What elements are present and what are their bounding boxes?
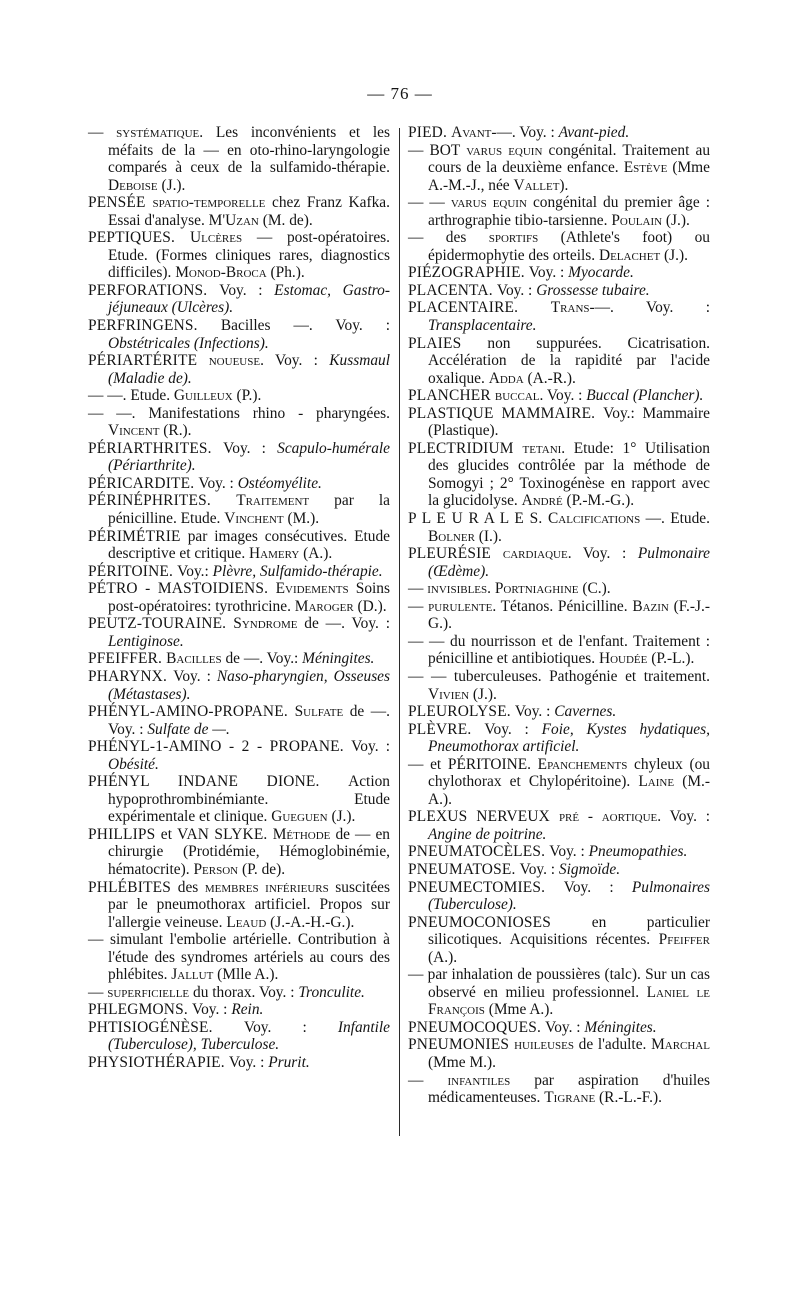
entry-smallcaps: spatio-temporelle — [152, 194, 266, 212]
index-entry — [408, 914, 710, 967]
entry-keyword: PHARYNX. — [88, 667, 174, 685]
entry-text: (R.). — [159, 422, 192, 440]
index-entry — [88, 282, 390, 317]
entry-reference: Sulfate de —. — [147, 720, 230, 738]
entry-text: (I.). — [474, 527, 502, 545]
entry-smallcaps: buccal — [494, 387, 540, 405]
entry-reference: Obésité. — [108, 755, 159, 773]
entry-text: (Athlete's foot) ou épidermophytie des orteils. — [428, 229, 710, 264]
entry-keyword: PNEUMOCOQUES. — [408, 1018, 546, 1036]
index-entry — [408, 229, 710, 264]
entry-keyword: PHÉNYL-AMINO-PROPANE. — [88, 703, 295, 721]
index-entry — [408, 721, 710, 756]
entry-smallcaps: Vinchent — [224, 510, 284, 528]
entry-text: — — [88, 124, 117, 141]
left-column — [88, 124, 390, 1072]
entry-keyword: PÉRINÉPHRITES. — [88, 492, 237, 510]
entry-reference: Rein. — [231, 1001, 264, 1019]
entry-smallcaps: Vivien — [428, 685, 470, 703]
entry-text: . Voy. : — [657, 808, 710, 826]
entry-smallcaps: Trans — [550, 299, 590, 317]
entry-keyword: PLÈVRE. — [408, 720, 485, 738]
index-entry — [408, 440, 710, 510]
entry-text: (J.). — [469, 685, 497, 703]
index-entry — [88, 668, 390, 703]
entry-smallcaps: tetani — [522, 439, 562, 457]
index-entry — [88, 1019, 390, 1054]
entry-keyword: PNEUMATOCÈLES. — [408, 843, 550, 861]
entry-smallcaps: Estève — [623, 159, 668, 177]
index-entry — [408, 1036, 710, 1071]
entry-keyword: PLECTRIDIUM — [408, 439, 523, 457]
entry-keyword: PEUTZ-TOURAINE. — [88, 615, 234, 633]
entry-text: (J.). — [660, 246, 688, 264]
entry-text: (A.-R.). — [523, 369, 576, 387]
index-entry — [88, 563, 390, 581]
entry-smallcaps: Evidements — [275, 580, 349, 598]
index-entry — [88, 984, 390, 1002]
entry-smallcaps: systématique — [116, 124, 200, 141]
index-entry — [88, 879, 390, 932]
index-entry — [408, 405, 710, 440]
entry-reference: Plèvre, Sulfamido-thérapie. — [212, 562, 383, 580]
entry-text: de —. Voy. : — [297, 615, 390, 633]
index-entry — [408, 194, 710, 229]
entry-keyword: PHÉNYL INDANE DIONE. — [88, 773, 349, 791]
entry-text: Voy.: Mammaire (Plastique). — [428, 404, 710, 440]
entry-smallcaps: varus equin — [450, 194, 527, 212]
entry-text: Bacilles —. Voy. : — [220, 317, 390, 335]
entry-text: — — tuberculeuses. Pathogénie et traitement. — [408, 667, 710, 685]
entry-smallcaps: Avant — [451, 124, 492, 141]
entry-smallcaps: Gueguen — [271, 808, 328, 826]
index-entry — [88, 826, 390, 879]
entry-text: suscitées par le pneumothorax artificiel. Propos sur l'allergie veineuse. — [108, 878, 391, 931]
entry-keyword: PÉRIMÉTRIE — [88, 527, 188, 545]
entry-reference: Prurit. — [268, 1053, 310, 1071]
entry-keyword: PLANCHER — [408, 387, 495, 405]
entry-text: (P.-M.-G.). — [562, 492, 635, 510]
entry-text: chyleux (ou chylothorax et Chylopéritoine). — [428, 755, 710, 791]
entry-smallcaps: André — [521, 492, 563, 510]
entry-keyword: PNEUMATOSE. — [408, 860, 520, 878]
entry-smallcaps: Monod-Broca — [175, 264, 267, 282]
entry-text: Voy. : — [519, 860, 559, 878]
entry-keyword: PFEIFFER. — [88, 650, 167, 668]
page-number: — 76 — — [367, 84, 433, 103]
entry-smallcaps: Epanchements — [537, 755, 628, 773]
index-entry — [88, 475, 390, 493]
entry-text: Voy. : — [173, 667, 217, 685]
entry-text: — BOT — [408, 141, 467, 159]
entry-smallcaps: Calcifications — [548, 510, 641, 528]
entry-smallcaps: cardiaque — [502, 545, 568, 563]
index-entry — [88, 528, 390, 563]
entry-keyword: PENSÉE — [88, 194, 153, 212]
entry-text: . Voy. : — [539, 387, 587, 405]
entry-text: (Mme A.-M.-J., née — [428, 159, 710, 194]
entry-keyword: PHLÉBITES — [88, 878, 178, 896]
entry-keyword: PHTISIOGÉNÈSE. — [88, 1018, 244, 1036]
entry-reference: Méningites. — [584, 1018, 657, 1036]
index-entry — [408, 756, 710, 809]
entry-text: par images consécutives. Etude descriptive et critique. — [108, 527, 390, 563]
entry-reference: Pneumopathies. — [588, 843, 688, 861]
index-entry — [88, 352, 390, 387]
entry-text: (J.-A.-H.-G.). — [266, 913, 355, 931]
entry-text: -—. Voy. : — [589, 299, 710, 317]
entry-smallcaps: Delachet — [598, 246, 661, 264]
entry-smallcaps: Deboise — [108, 176, 158, 194]
entry-keyword: PNEUMOCONIOSES — [408, 913, 592, 931]
index-entry — [408, 633, 710, 668]
entry-text: (Mme M.). — [428, 1053, 496, 1071]
entry-keyword: PERFRINGENS. — [88, 317, 221, 335]
entry-reference: Ostéomyélite. — [237, 474, 322, 492]
entry-smallcaps: sportifs — [488, 229, 539, 247]
entry-smallcaps: Sulfate — [294, 703, 344, 721]
entry-reference: Lentiginose. — [108, 632, 184, 650]
index-entry — [88, 492, 390, 527]
entry-reference: Tronculite. — [298, 983, 365, 1001]
index-entry — [408, 668, 710, 703]
entry-text: (A.). — [428, 948, 458, 966]
index-entry — [408, 861, 710, 879]
entry-text: ). — [559, 176, 569, 194]
entry-text: — post-opératoires. Etude. (Formes cliniques rares, diagnostics difficiles). — [108, 229, 390, 282]
entry-reference: Transplacentaire. — [428, 317, 537, 335]
entry-text: — —. Manifestations rhino - pharyngées. — [88, 404, 390, 422]
entry-text: Voy. : — [484, 720, 542, 738]
entry-smallcaps: Bacilles — [166, 650, 222, 668]
entry-keyword: PLAIES — [408, 334, 488, 352]
entry-text: . Voy. : — [260, 352, 330, 370]
entry-smallcaps: Leaud — [226, 913, 267, 931]
right-column — [408, 124, 710, 1107]
entry-text: . Etude: 1° Utilisation des glucides contrôlée par la méthode de Somogyi ; 2° Toxinogénèse en rapport avec la glucidolyse. — [428, 439, 710, 510]
entry-smallcaps: varus equin — [466, 141, 543, 159]
entry-text: (Ph.). — [266, 264, 305, 282]
entry-text: (D.). — [353, 597, 387, 615]
entry-text: Voy. : — [351, 738, 390, 756]
column-divider — [399, 128, 400, 1136]
entry-text: non suppurées. Cicatrisation. Accélération de la rapidité par l'acide oxalique. — [428, 334, 710, 387]
index-entry — [88, 1054, 390, 1072]
entry-text: Voy. : — [223, 439, 278, 457]
entry-smallcaps: Maroger — [294, 597, 354, 615]
entry-smallcaps: Adda — [488, 369, 524, 387]
entry-text: de —. Voy.: — [221, 650, 303, 668]
index-entry — [408, 966, 710, 1019]
entry-reference: Méningites. — [302, 650, 375, 668]
entry-smallcaps: Ulcères — [190, 229, 243, 247]
entry-keyword: PLASTIQUE MAMMAIRE. — [408, 404, 604, 422]
entry-keyword: PNEUMECTOMIES. — [408, 878, 564, 896]
entry-text: — —. Etude. — [88, 387, 174, 405]
entry-keyword: PHLEGMONS. — [88, 1001, 192, 1019]
index-entry — [88, 580, 390, 615]
index-entry — [408, 299, 710, 334]
entry-keyword: PNEUMONIES — [408, 1036, 515, 1054]
index-entry — [88, 615, 390, 650]
entry-smallcaps: Bazin — [632, 597, 669, 615]
entry-text: — — [408, 597, 429, 615]
index-entry — [408, 124, 710, 142]
index-entry — [88, 317, 390, 352]
index-entry — [408, 879, 710, 914]
entry-reference: Estomac, Gastro-jéjuneaux (Ulcères). — [108, 281, 390, 317]
entry-keyword: PERFORATIONS. — [88, 281, 220, 299]
index-entry — [88, 931, 390, 984]
entry-keyword: PÉRIARTÉRITE — [88, 352, 209, 370]
entry-text: Voy. : — [219, 281, 275, 299]
entry-text: Voy. : — [514, 703, 555, 721]
entry-text: Action hypoprothrombinémiante. Etude expérimentale et clinique. — [108, 773, 390, 826]
entry-smallcaps: Laine — [638, 773, 675, 791]
entry-smallcaps: M'Uzan — [208, 211, 259, 229]
entry-reference: Grossesse tubaire. — [536, 281, 650, 299]
entry-text: du thorax. Voy. : — [189, 983, 299, 1001]
entry-text: chez Franz Kafka. Essai d'analyse. — [108, 194, 390, 229]
index-entry — [88, 773, 390, 826]
entry-text: (Mlle A.). — [213, 966, 279, 984]
entry-text: Voy. : — [198, 474, 238, 492]
entry-text: Voy. : — [528, 264, 569, 282]
entry-text: (F.-J.-G.). — [428, 597, 710, 633]
entry-text: (J.). — [662, 211, 690, 229]
index-entry — [88, 703, 390, 738]
entry-text: Voy. : — [191, 1001, 232, 1019]
entry-reference: Buccal (Plancher). — [586, 387, 704, 405]
entry-keyword: P L E U R A L E S. — [408, 510, 549, 528]
entry-smallcaps: membres inférieurs — [204, 878, 329, 896]
index-entry — [88, 405, 390, 440]
entry-text: —. Etude. — [640, 510, 710, 528]
entry-text: en particulier silicotiques. Acquisitions récentes. — [428, 913, 710, 949]
entry-smallcaps: Marchal — [651, 1036, 710, 1054]
entry-smallcaps: Bolner — [428, 527, 475, 545]
entry-smallcaps: Traitement — [236, 492, 310, 510]
index-entry — [408, 510, 710, 545]
entry-text: — — [408, 1071, 448, 1089]
entry-text: — et PÉRITOINE. — [408, 755, 538, 773]
entry-text: (M.-A.). — [428, 773, 710, 808]
entry-text: (M. de). — [258, 211, 313, 229]
entry-keyword: PLEUROLYSE. — [408, 703, 515, 721]
entry-smallcaps: Méthode — [272, 825, 331, 843]
entry-text: (P. de). — [238, 860, 286, 878]
entry-text: — simulant l'embolie artérielle. Contribution à l'étude des syndromes artériels au cours des phlébites. — [88, 931, 390, 984]
index-entry — [88, 1001, 390, 1019]
entry-text: (J.). — [327, 808, 356, 826]
entry-smallcaps: Guilleux — [173, 387, 233, 405]
entry-smallcaps: Tigrane — [544, 1089, 596, 1107]
entry-text: . Voy. : — [567, 545, 638, 563]
entry-reference: Myocarde. — [568, 264, 634, 282]
entry-text: Soins post-opératoires: tyrothricine. — [108, 580, 390, 615]
index-entry — [408, 282, 710, 300]
entry-text: . Tétanos. Pénicilline. — [492, 597, 633, 615]
entry-text: — par inhalation de poussières (talc). Sur un cas observé en milieu professionnel. — [408, 966, 710, 1001]
entry-text: Voy. : — [549, 843, 589, 861]
index-entry — [408, 843, 710, 861]
index-entry — [88, 650, 390, 668]
index-entry — [88, 738, 390, 773]
entry-text: Voy.: — [177, 562, 213, 580]
entry-smallcaps: huileuses — [514, 1036, 574, 1054]
entry-text: de l'adulte. — [573, 1036, 652, 1054]
entry-keyword: PHÉNYL-1-AMINO - 2 - PROPANE. — [88, 738, 352, 756]
entry-keyword: PLEXUS NERVEUX — [408, 808, 559, 826]
index-entry — [88, 194, 390, 229]
entry-reference: Pulmonaire (Œdème). — [428, 545, 711, 580]
index-entry — [408, 1019, 710, 1037]
entry-smallcaps: Vallet — [513, 176, 560, 194]
index-entry — [88, 124, 390, 194]
entry-keyword: PÉTRO - MASTOIDIENS. — [88, 580, 276, 598]
entry-smallcaps: invisibles — [427, 580, 488, 598]
entry-text: des — [177, 878, 205, 896]
entry-reference: Naso-pharyngien, Osseuses (Métastases). — [108, 667, 391, 703]
entry-text: Voy. : — [496, 281, 537, 299]
entry-text: congénital du premier âge : arthrographie tibio-tarsienne. — [428, 194, 710, 229]
entry-text: congénital. Traitement au cours de la deuxième enfance. — [428, 141, 711, 177]
entry-smallcaps: Houdée — [598, 650, 648, 668]
entry-text: . Les inconvénients et les méfaits de la — en oto-rhino-laryngologie comparés à ceux de la sulfamido-thérapie. — [108, 124, 390, 177]
entry-reference: Avant-pied. — [558, 124, 630, 141]
entry-text: Voy. : — [545, 1018, 585, 1036]
entry-text: (M.). — [283, 510, 320, 528]
entry-text: — des — [408, 229, 489, 247]
entry-text: (P.-L.). — [647, 650, 695, 668]
entry-reference: Foie, Kystes hydatiques, Pneumothorax artificiel. — [428, 720, 710, 756]
entry-text: par aspiration d'huiles médicamenteuses. — [428, 1071, 710, 1107]
entry-text: de — en chirurgie (Protidémie, Hémoglobinémie, hématocrite). — [108, 825, 390, 878]
entry-text: -—. Voy. : — [491, 124, 559, 141]
entry-reference: Kussmaul (Maladie de). — [108, 352, 390, 387]
entry-smallcaps: Hamery — [249, 545, 300, 563]
index-entry — [88, 440, 390, 475]
entry-text: Voy. : — [228, 1053, 269, 1071]
index-entry — [408, 545, 710, 580]
entry-keyword: PHYSIOTHÉRAPIE. — [88, 1053, 229, 1071]
entry-smallcaps: Pfeiffer — [658, 931, 710, 949]
entry-text: Voy. : — [243, 1018, 338, 1036]
entry-reference: Obstétricales (Infections). — [108, 334, 269, 352]
entry-reference: Sigmoïde. — [558, 860, 621, 878]
entry-smallcaps: Laniel le François — [428, 983, 710, 1019]
index-entry — [408, 703, 710, 721]
entry-keyword: PÉRICARDITE. — [88, 474, 199, 492]
index-entry — [408, 1072, 710, 1107]
entry-smallcaps: pré - aortique — [558, 808, 658, 826]
entry-reference: Angine de poitrine. — [428, 825, 547, 843]
entry-text: (Mme A.). — [484, 1001, 554, 1019]
entry-keyword: PLACENTAIRE. — [408, 299, 551, 317]
entry-smallcaps: purulente — [428, 597, 493, 615]
entry-text: de —. Voy. : — [108, 703, 390, 738]
entry-text: — — du nourrisson et de l'enfant. Traitement : pénicilline et antibiotiques. — [408, 632, 710, 668]
index-entry — [408, 335, 710, 388]
entry-text: . — [487, 580, 495, 598]
entry-keyword: PLEURÉSIE — [408, 545, 503, 563]
entry-text: (A.). — [299, 545, 333, 563]
entry-text: — — — [408, 194, 451, 212]
index-entry — [88, 229, 390, 282]
entry-text: Voy. : — [563, 878, 632, 896]
entry-keyword: PEPTIQUES. — [88, 229, 191, 247]
index-entry — [88, 387, 390, 405]
index-entry — [408, 580, 710, 598]
entry-smallcaps: Vincent — [108, 422, 160, 440]
entry-text: (R.-L.-F.). — [595, 1089, 662, 1107]
entry-reference: Pulmonaires (Tuberculose). — [428, 878, 710, 914]
entry-smallcaps: Person — [193, 860, 239, 878]
index-entry — [408, 264, 710, 282]
entry-text: — — [408, 580, 428, 598]
entry-text: (J.). — [157, 176, 186, 194]
entry-text: par la pénicilline. Etude. — [108, 492, 390, 528]
index-entry — [408, 598, 710, 633]
entry-keyword: PHILLIPS et VAN SLYKE. — [88, 825, 273, 843]
entry-smallcaps: noueuse — [208, 352, 261, 370]
entry-reference: Cavernes. — [554, 703, 617, 721]
entry-reference: Scapulo-humérale (Périarthrite). — [108, 439, 390, 475]
entry-text: (P.). — [232, 387, 262, 405]
entry-reference: Infantile (Tuberculose), Tuberculose. — [108, 1018, 390, 1054]
entry-smallcaps: Portniaghine — [494, 580, 579, 598]
entry-keyword: PIÉZOGRAPHIE. — [408, 264, 529, 282]
entry-keyword: PÉRIARTHRITES. — [88, 439, 224, 457]
entry-smallcaps: Syndrome — [233, 615, 298, 633]
entry-keyword: PÉRITOINE. — [88, 562, 178, 580]
entry-smallcaps: Jallut — [171, 966, 214, 984]
entry-smallcaps: superficielle — [107, 983, 190, 1001]
entry-keyword: PIED. — [408, 124, 452, 141]
entry-smallcaps: Poulain — [611, 211, 663, 229]
index-entry — [408, 142, 710, 195]
entry-keyword: PLACENTA. — [408, 281, 497, 299]
index-entry — [408, 387, 710, 405]
entry-text: (C.). — [578, 580, 611, 598]
index-entry — [408, 808, 710, 843]
entry-smallcaps: infantiles — [447, 1071, 511, 1089]
entry-text: — — [88, 983, 108, 1001]
